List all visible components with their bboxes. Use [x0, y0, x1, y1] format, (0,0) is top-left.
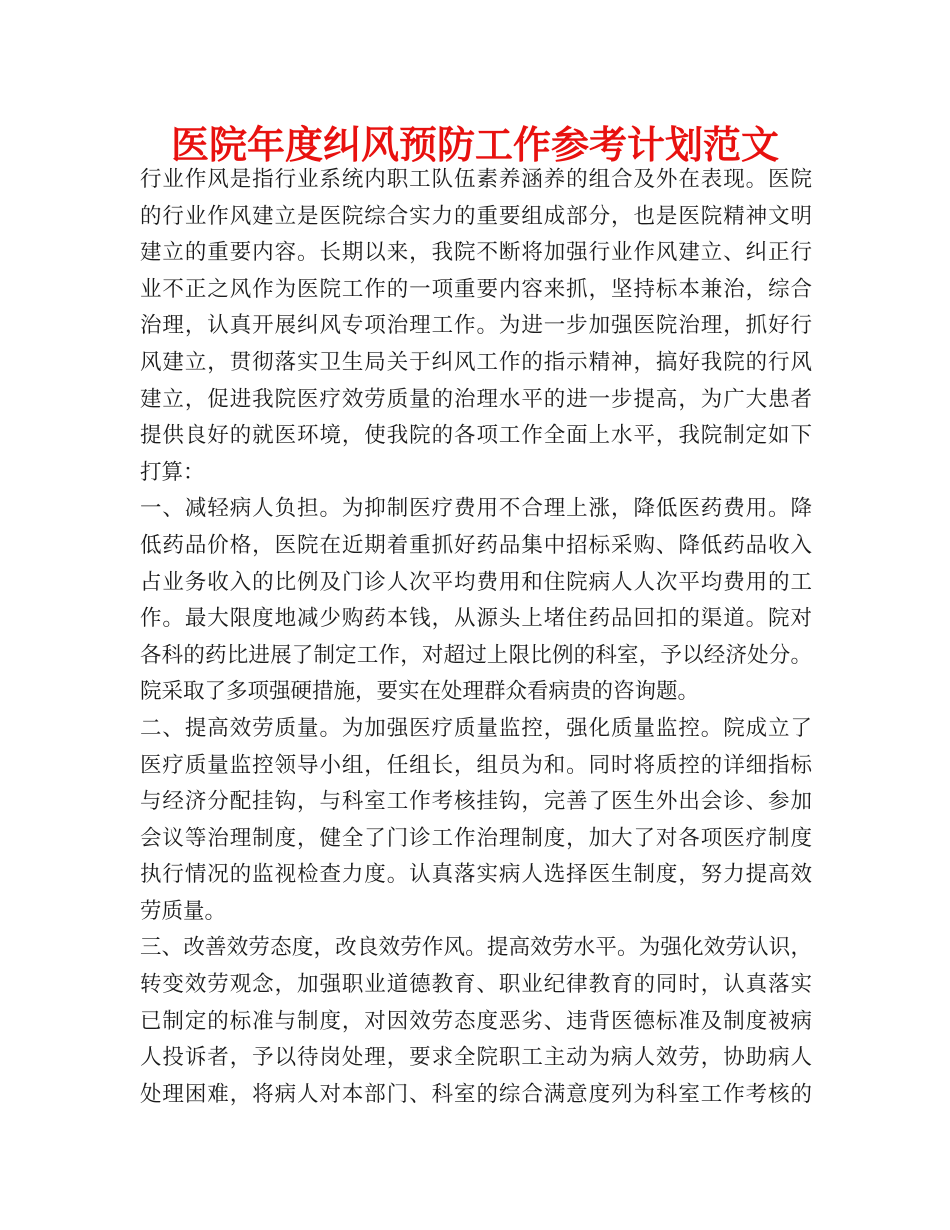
body-line: 会议等治理制度，健全了门诊工作治理制度，加大了对各项医疗制度 [140, 825, 812, 851]
document-title: 医院年度纠风预防工作参考计划范文 [170, 123, 779, 167]
body-line: 作。最大限度地减少购药本钱，从源头上堵住药品回扣的渠道。院对 [140, 606, 812, 632]
body-line: 低药品价格，医院在近期着重抓好药品集中招标采购、降低药品收入 [140, 532, 812, 558]
body-line: 人投诉者，予以待岗处理，要求全院职工主动为病人效劳，协助病人 [140, 1045, 812, 1071]
body-line: 三、改善效劳态度，改良效劳作风。提高效劳水平。为强化效劳认识， [140, 935, 812, 961]
body-line: 的行业作风建立是医院综合实力的重要组成部分，也是医院精神文明 [140, 203, 812, 229]
body-line: 建立的重要内容。长期以来，我院不断将加强行业作风建立、纠正行 [140, 240, 812, 266]
body-line: 处理困难，将病人对本部门、科室的综合满意度列为科室工作考核的 [140, 1081, 812, 1107]
body-line: 打算： [140, 459, 205, 485]
body-line: 劳质量。 [140, 898, 227, 924]
body-line: 治理，认真开展纠风专项治理工作。为进一步加强医院治理，抓好行 [140, 313, 812, 339]
body-line: 医疗质量监控领导小组，任组长，组员为和。同时将质控的详细指标 [140, 752, 812, 778]
body-line: 一、减轻病人负担。为抑制医疗费用不合理上涨，降低医药费用。降 [140, 496, 812, 522]
body-line: 院采取了多项强硬措施，要实在处理群众看病贵的咨询题。 [140, 679, 700, 705]
body-line: 占业务收入的比例及门诊人次平均费用和住院病人人次平均费用的工 [140, 569, 812, 595]
body-line: 业不正之风作为医院工作的一项重要内容来抓，坚持标本兼治，综合 [140, 276, 812, 302]
body-line: 已制定的标准与制度，对因效劳态度恶劣、违背医德标准及制度被病 [140, 1008, 812, 1034]
body-line: 执行情况的监视检查力度。认真落实病人选择医生制度，努力提高效 [140, 862, 812, 888]
body-line: 各科的药比进展了制定工作，对超过上限比例的科室，予以经济处分。 [140, 642, 812, 668]
body-line: 二、提高效劳质量。为加强医疗质量监控，强化质量监控。院成立了 [140, 715, 812, 741]
body-line: 风建立，贯彻落实卫生局关于纠风工作的指示精神，搞好我院的行风 [140, 349, 812, 375]
body-line: 转变效劳观念，加强职业道德教育、职业纪律教育的同时，认真落实 [140, 972, 812, 998]
body-line: 提供良好的就医环境，使我院的各项工作全面上水平，我院制定如下 [140, 423, 812, 449]
body-line: 建立，促进我院医疗效劳质量的治理水平的进一步提高，为广大患者 [140, 386, 812, 412]
body-line: 行业作风是指行业系统内职工队伍素养涵养的组合及外在表现。医院 [140, 167, 812, 192]
body-line: 与经济分配挂钩，与科室工作考核挂钩，完善了医生外出会诊、参加 [140, 789, 812, 815]
document-body [140, 162, 812, 1113]
